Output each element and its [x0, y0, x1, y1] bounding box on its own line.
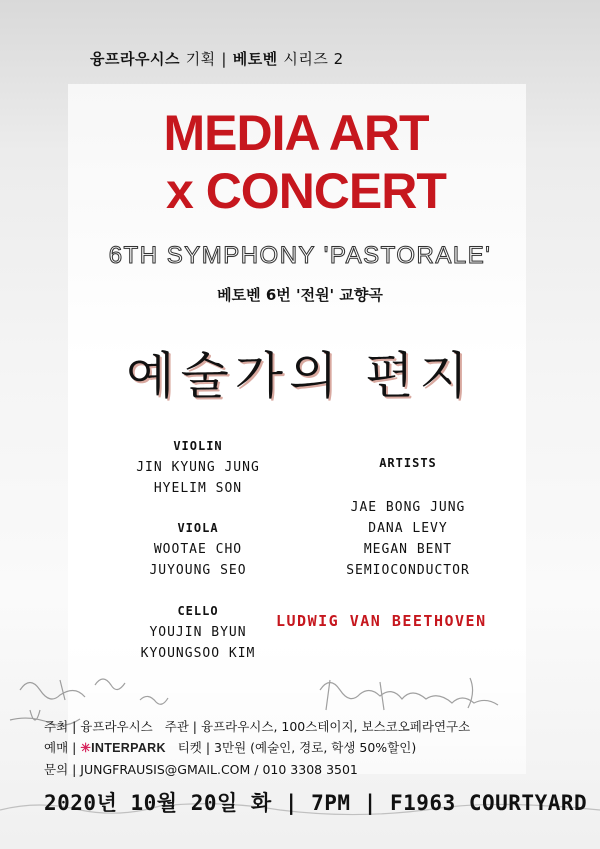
- header-separator: |: [221, 50, 227, 68]
- performer-name: YOUJIN BYUN: [149, 625, 247, 640]
- viola-block: [108, 518, 288, 581]
- cello-block: [108, 601, 288, 664]
- footer-host-row: [44, 717, 470, 735]
- title-media-art: MEDIA ART: [163, 105, 429, 161]
- artist-name: JAE BONG JUNG: [350, 500, 466, 515]
- header-line: [90, 48, 344, 69]
- booking-label: 예매 |: [44, 740, 77, 755]
- host-label: 주최 | 융프라우시스: [44, 719, 153, 734]
- artist-name: SEMIOCONDUCTOR: [346, 563, 470, 578]
- org-name: 융프라우시스: [90, 50, 180, 68]
- interpark-star-icon: ✳: [80, 741, 92, 755]
- composer-name: LUDWIG VAN BEETHOVEN: [276, 612, 487, 630]
- organizer-label: 주관 | 융프라우시스, 100스테이지, 보스코오페라연구소: [164, 719, 471, 734]
- interpark-logo[interactable]: ✳INTERPARK: [80, 741, 166, 755]
- role-violin: VIOLIN: [173, 439, 223, 453]
- plan-label: 기획: [185, 50, 216, 68]
- performer-name: KYOUNGSOO KIM: [140, 646, 256, 661]
- title-concert: x CONCERT: [166, 163, 446, 219]
- artists-block: [308, 453, 508, 581]
- performer-name: JIN KYUNG JUNG: [136, 460, 260, 475]
- series-label: 시리즈 2: [283, 50, 344, 68]
- artist-name: MEGAN BENT: [363, 542, 453, 557]
- violin-block: [108, 436, 288, 499]
- event-date-venue: 2020년 10월 20일 화 | 7PM | F1963 COURTYARD: [44, 791, 588, 815]
- role-artists: ARTISTS: [379, 456, 437, 470]
- performer-name: WOOTAE CHO: [153, 542, 243, 557]
- main-title-korean: 예술가의 편지: [126, 347, 474, 405]
- symphony-subtitle: 6TH SYMPHONY 'PASTORALE': [108, 242, 492, 269]
- performer-name: JUYOUNG SEO: [149, 563, 247, 578]
- role-cello: CELLO: [177, 604, 219, 618]
- performer-name: HYELIM SON: [153, 481, 243, 496]
- footer-contact-row: [44, 760, 358, 778]
- footer-booking-row: [44, 738, 416, 756]
- ticket-label: 티켓 | 3만원 (예술인, 경로, 학생 50%할인): [177, 740, 417, 755]
- artist-name: DANA LEVY: [368, 521, 448, 536]
- symphony-subtitle-korean: 베토벤 6번 '전원' 교향곡: [217, 286, 383, 304]
- contact-label: 문의 | JUNGFRAUSIS@GMAIL.COM / 010 3308 3501: [44, 762, 358, 777]
- role-viola: VIOLA: [177, 521, 219, 535]
- series-name: 베토벤: [232, 50, 278, 68]
